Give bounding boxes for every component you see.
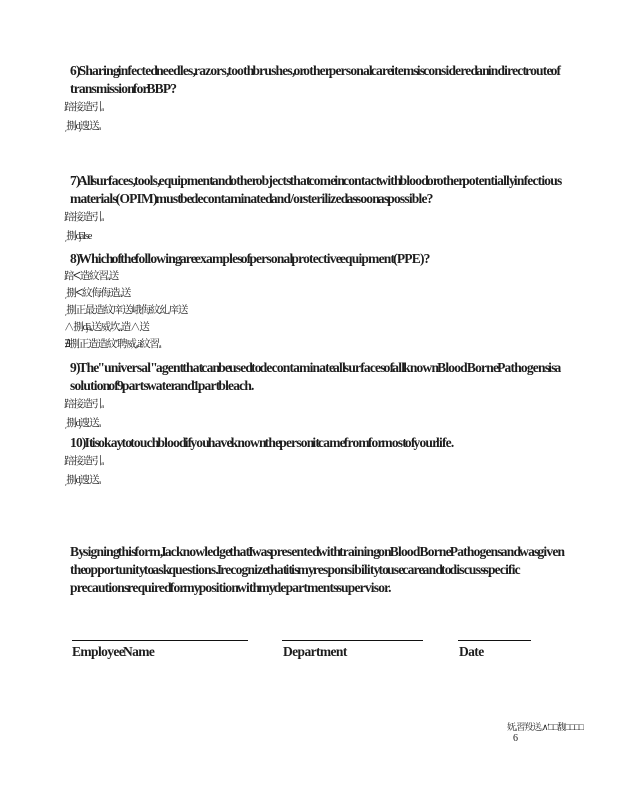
department-label: Department [283,644,347,659]
question-10-option-b: ͵捌ᶁ遚送ₐ [64,474,100,486]
question-7-option-b: ͵捌ᶁälse [64,230,92,242]
question-8-option-d: ∧捌ᶁä ₐ送威坎ₐ造∧送 [64,322,149,333]
question-7 [64,172,572,245]
acknowledgment-section [70,543,575,597]
department-signature-line [282,640,423,641]
question-8-option-a: 踣ᐸ造紋習 ₐ送 [64,271,119,282]
date-signature-line [458,640,531,641]
acknowledgment-text: By signing this form, I acknowledge that I was presented with training on BloodBorne Pathogens and was given the opportunity to ask questions. I recognize that it is my responsibility to use care and to discuss specific precautions required for my position with my departments supervisor. [70,544,565,595]
question-10-option-a: 踣接造引ₐ [64,456,103,467]
question-9 [64,359,572,432]
question-8-option-c: ͵捌正最造紋庠送峨侮紋乣庠送 [64,305,188,316]
question-9-option-a: 踣接造引ₐ [64,399,103,410]
employee-name-label: Employee Name [72,644,155,659]
question-6 [64,62,572,135]
employee-name-signature-line [72,640,248,641]
question-9-text: 9) The "universal" agent that can be used to decontaminate all surfaces of all known BloodBorne Pathogens is a solution of 9 parts water and 1 part bleach. [70,360,561,393]
question-10 [64,434,572,489]
footer-garbled-text: 妩ₐ習羖送ₐ∧ʹ□□馥□□□□ [506,722,583,732]
question-8-option-e: ∄捌正造造紋ʹ聘威ₐä 紋習ₐ [64,339,161,350]
page-footer [448,721,583,745]
question-7-option-a: 踣接造引ₐ [64,212,103,223]
question-6-option-a: 踣接造引ₐ [64,102,103,113]
question-8-option-b: ͵捌ᐸ紋侮侮造ₐ送 [64,288,131,299]
question-8-text: 8) Which of the following are examples of personal protective equipment (PPE)? [70,251,430,266]
date-label: Date [459,644,484,659]
question-10-text: 10) It is okay to touch blood if you have known the person it came from for most of your life. [70,435,454,450]
question-6-option-b: ͵捌ᶁ遚送ₐ [64,120,100,132]
question-8 [64,250,572,353]
question-7-text: 7) All surfaces, tools, equipment and other objects that come in contact with blood or other potentially infectious materials (OPIM) must be decontaminated and/or sterilized as soon as possible? [70,173,562,206]
question-6-text: 6) Sharing infected needles, razors, tooth brushes, or other personal care items is considered an indirect route of transmission for BBP? [70,63,561,96]
question-9-option-b: ͵捌ᶁ遚送ₐ [64,417,100,429]
page-number: 6 [513,733,518,744]
